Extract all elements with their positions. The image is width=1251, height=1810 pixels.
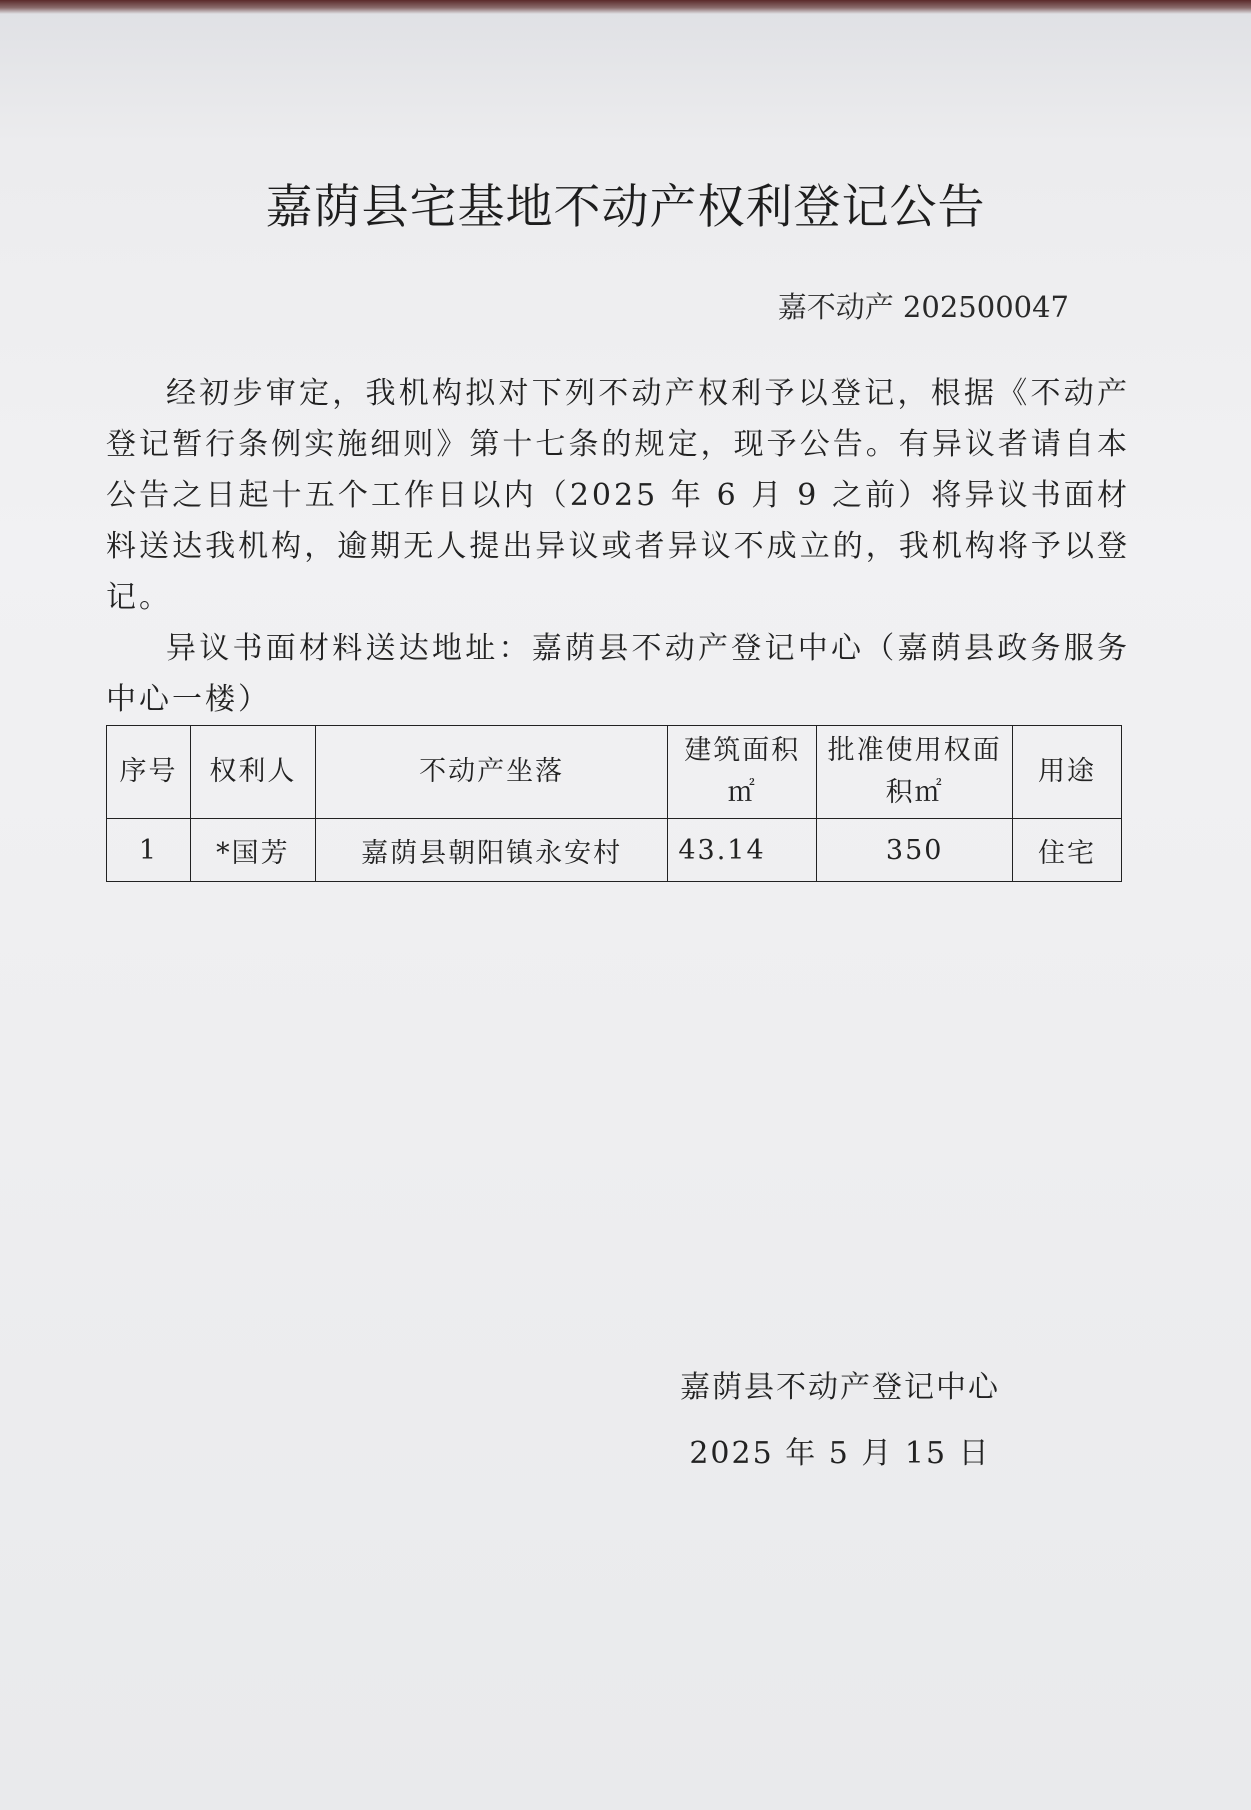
signature-block xyxy=(660,1355,1020,1487)
notice-paragraph-2: 异议书面材料送达地址：嘉荫县不动产登记中心（嘉荫县政务服务中心一楼） xyxy=(106,631,1130,717)
cell-approved-area: 350 xyxy=(817,819,1013,882)
table-header-row xyxy=(107,726,1122,819)
header-serial: 序号 xyxy=(107,726,191,819)
issuer-name: 嘉荫县不动产登记中心 xyxy=(680,1370,1000,1405)
cell-right-holder: *国芳 xyxy=(190,819,315,882)
table-row xyxy=(107,819,1122,882)
notice-body xyxy=(106,368,1130,725)
notice-paragraph-1: 经初步审定，我机构拟对下列不动产权利予以登记，根据《不动产登记暂行条例实施细则》第十七条的规定，现予公告。有异议者请自本公告之日起十五个工作日以内（2025 年 6 月 9 之前）将异议书面材料送达我机构，逾期无人提出异议或者异议不成立的，我机构将予以登记。 xyxy=(106,376,1130,615)
header-building-area: 建筑面积㎡ xyxy=(668,726,817,819)
document-title: 嘉荫县宅基地不动产权利登记公告 xyxy=(265,180,986,235)
cell-serial: 1 xyxy=(107,819,191,882)
header-location: 不动产坐落 xyxy=(315,726,668,819)
header-approved-area: 批准使用权面积㎡ xyxy=(817,726,1013,819)
header-usage: 用途 xyxy=(1013,726,1122,819)
cell-location: 嘉荫县朝阳镇永安村 xyxy=(315,819,668,882)
document-number: 嘉不动产 202500047 xyxy=(777,290,1069,324)
registration-table xyxy=(106,725,1122,882)
header-right-holder: 权利人 xyxy=(190,726,315,819)
cell-building-area: 43.14 xyxy=(668,819,817,882)
issue-date: 2025 年 5 月 15 日 xyxy=(689,1436,991,1471)
page-edge-shadow xyxy=(0,0,1251,14)
cell-usage: 住宅 xyxy=(1013,819,1122,882)
